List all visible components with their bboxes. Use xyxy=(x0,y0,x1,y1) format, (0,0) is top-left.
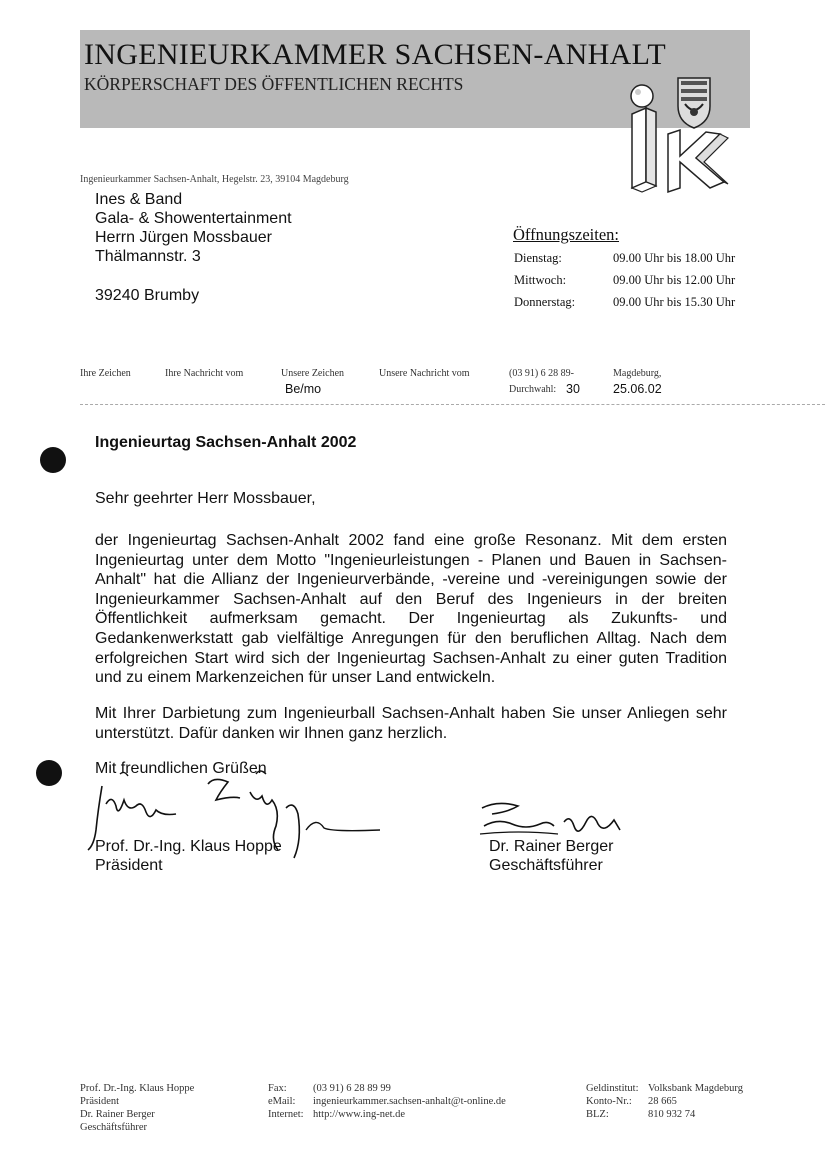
footer-board-line: Prof. Dr.-Ing. Klaus Hoppe xyxy=(80,1083,195,1094)
footer-contact-label: Fax: xyxy=(268,1083,287,1094)
letter-closing: Mit freundlichen Grüßen xyxy=(95,760,267,777)
punch-hole xyxy=(36,760,62,786)
footer-bank-values xyxy=(648,1082,743,1121)
signer-right-title: Geschäftsführer xyxy=(489,857,603,874)
opening-hours-title: Öffnungszeiten: xyxy=(513,225,620,244)
ref-label-ihre-nachricht: Ihre Nachricht vom xyxy=(165,368,244,379)
letter-subject: Ingenieurtag Sachsen-Anhalt 2002 xyxy=(95,434,357,451)
footer-bank-label: Geldinstitut: xyxy=(586,1083,639,1094)
footer-bank-label: Konto-Nr.: xyxy=(586,1096,632,1107)
recipient-city: 39240 Brumby xyxy=(95,287,200,304)
recipient-line-4: Thälmannstr. 3 xyxy=(95,248,201,265)
footer-website-link[interactable]: http://www.ing-net.de xyxy=(313,1109,406,1120)
footer-contact-label: eMail: xyxy=(268,1096,296,1107)
ref-label-unsere-zeichen: Unsere Zeichen xyxy=(281,368,345,379)
footer-account-number: 28 665 xyxy=(648,1096,677,1107)
letter-salutation: Sehr geehrter Herr Mossbauer, xyxy=(95,490,316,507)
ref-label-unsere-nachricht: Unsere Nachricht vom xyxy=(379,368,470,379)
hours-time: 09.00 Uhr bis 15.30 Uhr xyxy=(613,295,736,309)
footer-contact-values xyxy=(313,1082,506,1121)
ik-logo-icon xyxy=(628,72,738,194)
footer-board-line: Präsident xyxy=(80,1096,120,1107)
coat-of-arms-icon xyxy=(678,78,710,128)
hours-day: Donnerstag: xyxy=(514,295,576,309)
letter-paragraph-1: der Ingenieurtag Sachsen-Anhalt 2002 fand eine große Resonanz. Mit dem ersten Ingenieurtag unter dem Motto "Ingenieurleistungen - Planen und Bauen in Sachsen-Anhalt" hat die Allianz der Ingenieurverbände, -vereine und -vereinigungen sowie der Ingenieurkammer Sachsen-Anhalt auf den Beruf des Ingenieurs in der breiten Öffentlichkeit aufmerksam gemacht. Der Ingenieurtag als Zukunfts- und Gedankenwerkstatt gab vielfältige Anregungen für den beruflichen Alltag. Nach dem erfolgreichen Start wird sich der Ingenieurtag Sachsen-Anhalt zu einer guten Tradition und zu einem Markenzeichen für unser Land entwickeln. xyxy=(95,532,727,687)
recipient-line-3: Herrn Jürgen Mossbauer xyxy=(95,229,272,246)
footer-bank-label: BLZ: xyxy=(586,1109,609,1120)
footer-board xyxy=(80,1082,194,1134)
ref-label-ihre-zeichen: Ihre Zeichen xyxy=(80,368,131,379)
hours-day: Mittwoch: xyxy=(514,273,567,287)
footer-fax: (03 91) 6 28 89 99 xyxy=(313,1083,391,1094)
signer-right-name: Dr. Rainer Berger xyxy=(489,838,614,855)
letter-paragraph-2: Mit Ihrer Darbietung zum Ingenieurball Sachsen-Anhalt haben Sie unser Anliegen sehr unterstützt. Dafür danken wir Ihnen ganz herzlich. xyxy=(95,705,727,742)
signer-left-name: Prof. Dr.-Ing. Klaus Hoppe xyxy=(95,838,282,855)
hours-day: Dienstag: xyxy=(514,251,562,265)
hours-time: 09.00 Uhr bis 12.00 Uhr xyxy=(613,273,736,287)
ref-place: Magdeburg, xyxy=(613,368,662,379)
letter-date: 25.06.02 xyxy=(613,382,662,396)
ref-value-durchwahl: 30 xyxy=(566,382,580,396)
sender-return-address: Ingenieurkammer Sachsen-Anhalt, Hegelstr. 23, 39104 Magdeburg xyxy=(80,174,349,185)
footer-board-line: Geschäftsführer xyxy=(80,1122,148,1133)
divider xyxy=(80,404,825,405)
footer-board-line: Dr. Rainer Berger xyxy=(80,1109,155,1120)
hours-time: 09.00 Uhr bis 18.00 Uhr xyxy=(613,251,736,265)
ref-value-unsere-zeichen: Be/mo xyxy=(285,382,322,396)
footer-contact-label: Internet: xyxy=(268,1109,304,1120)
organization-subtitle: KÖRPERSCHAFT DES ÖFFENTLICHEN RECHTS xyxy=(84,74,464,94)
ref-label-durchwahl: Durchwahl: xyxy=(509,384,557,395)
punch-hole xyxy=(40,447,66,473)
footer-contact-labels xyxy=(268,1082,304,1121)
organization-title: INGENIEURKAMMER SACHSEN-ANHALT xyxy=(84,38,667,71)
footer-email-link[interactable]: ingenieurkammer.sachsen-anhalt@t-online.de xyxy=(313,1096,506,1107)
ref-phone: (03 91) 6 28 89- xyxy=(509,368,574,379)
recipient-line-2: Gala- & Showentertainment xyxy=(95,210,292,227)
footer-bank-labels xyxy=(586,1082,639,1121)
footer-bank-name: Volksbank Magdeburg xyxy=(648,1083,743,1094)
signer-left-title: Präsident xyxy=(95,857,163,874)
footer-blz: 810 932 74 xyxy=(648,1109,696,1120)
recipient-line-1: Ines & Band xyxy=(95,191,183,208)
